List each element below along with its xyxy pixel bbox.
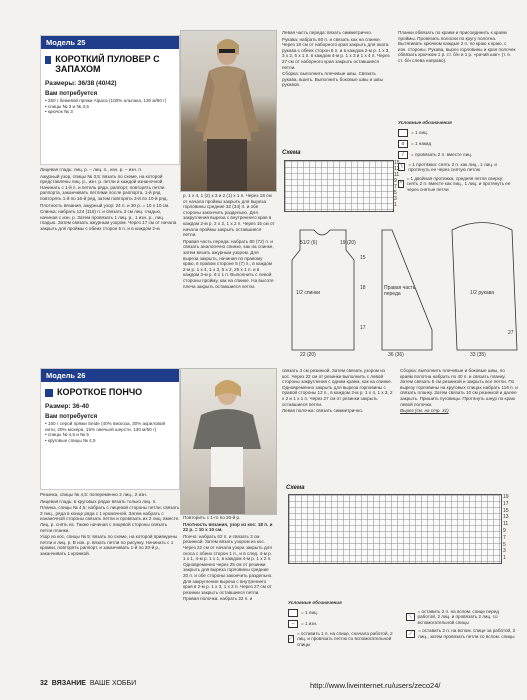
page-footer [40,680,136,687]
paragraph: Рукава: набрать 80 п. и связать как на спинке. Через 18 см от наборного края закрыть для окатa рукава с обеих сторон 6 п. и в каждом 2-м р. 1 х 3, 3 х 2, 5 х 1 п. в каждом 4-м р. 1 х 3 и 1 х 4 п. Через 27 см от наборного края закрыть оставшиеся петли. [282,36,390,70]
model26-cable-chart [288,494,502,564]
legend-item: = оставить 2 п. на вспом. спице перед работой, 2 лиц. и провязать 2 лиц. со вспомогательной спицы [417,608,499,625]
model25-label: Модель 25 [41,36,179,49]
cable-left-icon: ⟍ [406,613,415,621]
row-label: 17 [503,500,509,507]
model25-title: КОРОТКИЙ ПУЛОВЕР С ЗАПАХОМ [55,54,160,74]
material-item: • крючок № 3 [45,109,73,115]
paragraph: Правая полочка: набрать 22 п. и [183,596,253,602]
knit-stitch-icon [288,609,298,617]
row-label: 1 [503,555,506,562]
row-label: 3 [394,196,397,202]
model25-far-right-column [398,30,516,65]
row-label: 1 [394,202,397,208]
model26-far-right-column [400,368,518,415]
paragraph: Спинка: набрать 124 (116) п. и связать 3 см лиц. гладью, начиная с изн. р. Затем провязать 1 лиц. р., 1 изн. р., лиц. гладью. Затем связать ажурным узором. Через 17 см от начала закрыть для проймы с обеих сторон 5 п. и в каждом 2-м [40,209,177,231]
paragraph: Плотность вязания, ажурный узор: 24 п. и 30 р. = 10 х 10 см. [40,202,170,208]
paragraph: связать 3 см резинкой. Затем связать узором из кос. Через 22 см от резинки выполнить с левой стороны закругления с одним краем, как на спинке. Одновременно закрыть для выреза горловины с правой стороны 12 п., в каждом 2-м р. 1 х 4, 1 х 3, 2 х 2 и 1 х 1 п. Через 27 см от резинки закрыть оставшиеся петли. [282,368,393,407]
legend-item: = 1 протяжка: снять 2 п. как лиц., 1 лиц. и протянуть ее через снятую петлю [408,161,497,173]
paragraph: Повторить с 1-го по 20-й р. [183,515,241,520]
paragraph: Планки обвязать по краям и присоединить к краям проймы. Провязать полоски по кругу полотна. Вытягивать крючком каждые 2 п. по краю к краю, с изн. стороны. Рукава, вырез горловины и края полочек обвязать крючком 1 р. ст. б/н и 1 р. «рачий шаг» (т. е. ст. б/н слева направо). [398,30,516,63]
purl-stitch-icon: – [288,620,298,628]
paragraph: Пончо: набрать 62 п. и связать 3 см резинкой. Затем вязать узором из кос. Через 22 см от начала узора закрыть для скоса с обеих сторон 1 п., и в след. 4-м р. 1 х 1, 4-м р. 1 х 1, в каждом 4-м р. 1 х 2 п. Одновременно через 25 см от резинки закрыть для выреза горловины средние 20 п. и обе стороны закончить раздельно. Для закругления выреза с внутреннего края в 2-м р. 1 х 3, 1 х 2 п. Через 27 см от резинки закрыть оставшиеся петли. [183,533,273,595]
paragraph: Планка, спицы № 4,5: набрать с лицевой стороны петли: связать 3 лиц., ряда в конце ряда с 1 кромочной. Затем набрать с изнаночной стороны связать петли и провязать их 2 лиц. вместе. Лиц. р. снять из. Также начиная с лицевой стороны связать петли планки. [40,505,180,533]
knit-two-together-icon: / [398,151,408,159]
paragraph: Лицевая гладь: в круговых рядах вязать только лиц. п. [40,498,157,504]
paragraph: Правая часть переда: набрать 80 (72) п. и связать аналогично спинке, как на спинке, затем вязать ажурным узором. Для выреза закрыть, начиная по правому краю, в правом стороне 5 (7) п., в каждом 2-м р. 1 х 4, 1 х 3, 5 х 2, 25 х 1 п. и в каждом 3-м р. 6 х 1 п. Выполнить с левой стороны пройму, как на спинке. На высоте плеча закрыть оставшиеся петли. [183,238,274,289]
row-label: 13 [503,514,509,521]
model26-mid-column [183,515,275,603]
legend-item: = 1 накид [411,140,432,146]
dimension-label: 15 [360,255,366,261]
legend-item: = 1 лиц. [301,609,318,615]
model25-schema-label: Схема [282,150,301,156]
legend-title: Условные обозначения [398,120,452,125]
sleeve-label: 1/2 рукава [470,290,495,296]
legend-item: = оставить 2 п. на вспом. спице за работой, 2 лиц., затем провязать петли со вспом. спицы [418,628,516,639]
model26-need-title: Вам потребуется [45,413,98,420]
paragraph: р. 1 х 4, 1 (2) х 3 и 2 (1) х 1 п. Через 18 см от начала проймы закрыть для выреза горловины средние 32 (34) п. и обе стороны закончить раздельно. Для закругления выреза с внутреннего края в каждом 2-м р. 2 х 2, 1 х 2 п. Через 15 см от начала проймы закрыть оставшиеся петли. [183,193,275,238]
row-label: 15 [394,160,400,166]
row-label: 7 [503,534,506,541]
dimension-label: 17 [360,325,366,331]
row-label: 11 [394,172,400,178]
dimension-label: 51/2 (6) [300,240,318,246]
paragraph: Сборка: выполнить плечевые швы. Связать рукава, вшить. Выполнить боковые швы и швы рукавов. [282,71,383,88]
model26-title: КОРОТКОЕ ПОНЧО [57,387,143,397]
model25-stitch-chart [284,160,394,212]
double-decrease-icon: ^ [399,181,402,188]
chart-row-labels [394,160,404,208]
cable-right-icon: ⟋ [406,630,415,638]
woman-figure-illustration [181,369,276,514]
model25-right-column [282,30,392,89]
row-label: 5 [503,541,506,548]
front-label: Правая часть переда [384,285,416,297]
paragraph: Резинка, спицы № 4,5: попеременно 2 лиц., 2 изн. [40,492,148,497]
row-label: 15 [503,507,509,514]
model26-header-box [40,368,180,490]
dimension-label: 36 (36) [388,352,404,358]
row-label: 13 [394,166,400,172]
back-label: 1/2 спинки [296,290,321,296]
magazine-subtitle: ВАШЕ ХОББИ [89,680,137,687]
model25-photo [180,30,277,192]
bullet-square-icon [45,56,51,64]
model26-right-column [282,368,394,415]
cable-cross-icon: ⟋ [289,635,293,642]
page-number: 32 [40,680,48,687]
model25-sizes: Размеры: 36/38 (40/42) [45,80,117,87]
paragraph: Ажурный узор, спицы № 3,5: вязать по схеме, на которой представлены лиц. р., изн. р. петли и каждой изнаночной. Начинать с 1-й п. и петель ряда, раппорт, повторять петли раппорта, заканчивать петлями после раппорта. 1-й ряд повторять 1-й по 16-й ряд, затем повторять 3-й по 10-й ряд. [40,173,168,201]
dimension-label: 27 [508,330,514,336]
woman-figure-illustration [181,31,276,191]
slip-knit-pass-icon: \ [398,163,405,171]
model26-photo [180,368,277,515]
magazine-title: ВЯЗАНИЕ [51,680,86,687]
material-item: • 150 г серой пряжи Seide (40% вискоза, 30% акриловой нити, 20% мохера, 15% овечьей шерсти, 130 м/50 г) [45,421,166,432]
row-label: 9 [394,178,397,184]
material-item: • спицы № 4,5 и № 5 [45,432,89,438]
paragraph: Левая часть переда: вязать симметрично. [282,30,372,35]
model26-label: Модель 26 [41,369,179,382]
legend-item: = 1 двойная протяжка, средняя петля сверху: снять 2 п. вместе как лиц., 1 лиц. и протянуть ее через снятые петли [406,175,511,192]
model25-need-title: Вам потребуется [45,90,98,97]
material-item: • круговые спицы № 4,5 [45,437,96,443]
paragraph: Сборка: выполнить плечевые и боковые швы, по краям полотна набрать по 40 п. и связать планку. Затем связать 5 см резинкой и закрыть все петли. По вырезу горловины на круговых спицах набрать 116 п. и связать планку. Затем связать 10 см резинкой и далее закрыть. Пришить пуговицы. Протянуть шнур по краю левой полочки. [400,368,518,407]
legend-item: = оставить 1 п. на спице, сначала работой, 2 лиц. и провязать петлю со вспомогательной спицы [296,630,393,647]
row-label: 5 [394,190,397,196]
back-width-label: 22 (20) [300,352,316,358]
material-item: • 350 г бежевой пряжи Alpaca (100% альпака, 130 м/50 г) [45,98,167,103]
model26-sizes: Размер: 36-40 [45,403,90,410]
legend-item: = 1 изн. [301,620,318,626]
model26-legend [288,600,518,650]
paragraph: Лицевая гладь: лиц. р. – лиц. п., изн. р. – изн. п. [40,167,143,172]
row-label: 3 [503,548,506,555]
dimension-label: 18 [360,285,366,291]
model25-legend [398,120,516,196]
model25-left-column [40,167,180,233]
row-label: 19 [503,494,509,500]
model25-mid-column [183,193,275,290]
dimension-label: 19 (20) [340,240,356,246]
material-item: • спицы № 3 и № 3,5 [45,103,89,109]
knit-stitch-icon [398,129,408,137]
legend-item: = 1 лиц. [411,129,428,135]
yarn-over-icon: o [398,140,408,148]
row-label: 7 [394,184,397,190]
legend-item: = провязать 2 п. вместе лиц. [411,151,473,157]
source-url-link[interactable]: http://www.liveinternet.ru/users/zeco24/ [310,681,441,690]
model26-left-column [40,492,180,558]
model26-schema-label: Схема [286,485,305,491]
legend-title: Условные обозначения [288,600,342,605]
paragraph: Левая полочка: связать симметрично. [282,408,364,414]
cable-row-labels [503,494,515,562]
dimension-label: 33 (35) [470,352,486,358]
row-label: 9 [503,527,506,534]
model25-header-box [40,35,180,165]
row-label: 11 [503,521,509,528]
paragraph: Узор из кос, спицы № 5: вязать по схеме, на которой приведены петли и лиц. р. В изн. р. вязать петли по рисунку. Начинать с 1 кромки, повторять раппорт, и заканчивать 1-й по 20-й р., заканчивать 1 кромкой. [40,534,178,556]
bullet-square-icon [45,389,53,397]
page-reference-link: Вырез (см. на стр. 31) [400,408,449,414]
paragraph: Плотность вязания, узор из кос: 18 п. и 22 р. = 10 х 10 см. [183,521,273,533]
